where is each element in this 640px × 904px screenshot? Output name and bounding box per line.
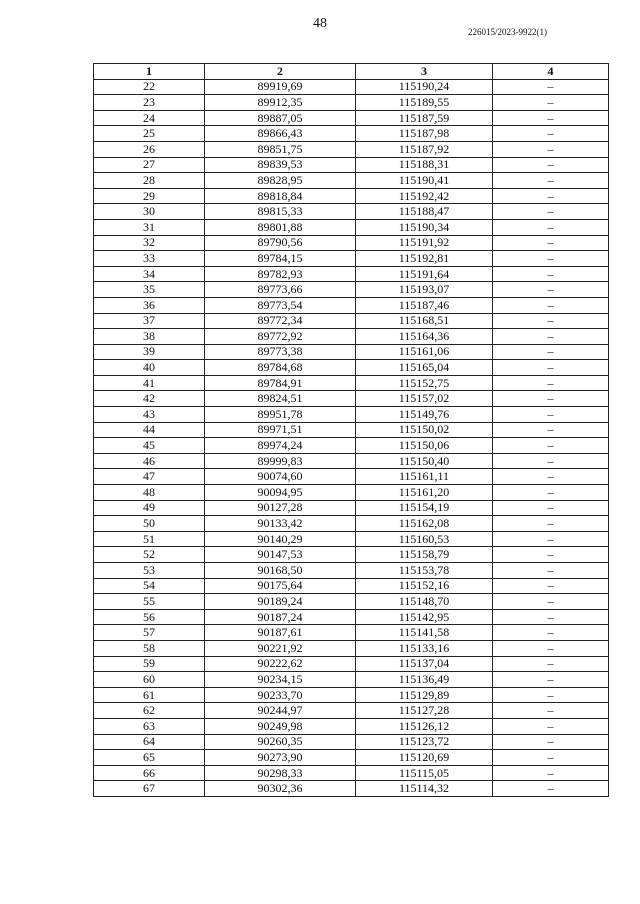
- table-cell-col-1: 65: [94, 750, 205, 766]
- table-cell-col-2: 89773,54: [205, 297, 356, 313]
- table-row: [94, 266, 609, 282]
- table-cell-col-2: 89818,84: [205, 188, 356, 204]
- table-cell-col-4: –: [493, 656, 609, 672]
- table-cell-col-3: 115137,04: [356, 656, 493, 672]
- table-cell-col-1: 56: [94, 609, 205, 625]
- table-cell-col-4: –: [493, 438, 609, 454]
- table-cell-col-1: 49: [94, 500, 205, 516]
- table-row: [94, 453, 609, 469]
- table-cell-col-3: 115162,08: [356, 516, 493, 532]
- table-cell-col-3: 115152,75: [356, 375, 493, 391]
- table-cell-col-2: 90260,35: [205, 734, 356, 750]
- table-cell-col-1: 32: [94, 235, 205, 251]
- table-cell-col-1: 38: [94, 329, 205, 345]
- table-cell-col-2: 90168,50: [205, 563, 356, 579]
- table-row: [94, 656, 609, 672]
- table-cell-col-2: 90233,70: [205, 687, 356, 703]
- table-cell-col-4: –: [493, 235, 609, 251]
- table-cell-col-3: 115115,05: [356, 765, 493, 781]
- table-cell-col-3: 115141,58: [356, 625, 493, 641]
- table-cell-col-1: 52: [94, 547, 205, 563]
- table-cell-col-4: –: [493, 750, 609, 766]
- table-row: [94, 750, 609, 766]
- table-cell-col-3: 115150,40: [356, 453, 493, 469]
- table-row: [94, 141, 609, 157]
- table-cell-col-3: 115149,76: [356, 407, 493, 423]
- table-cell-col-3: 115187,92: [356, 141, 493, 157]
- table-cell-col-4: –: [493, 547, 609, 563]
- table-cell-col-2: 89801,88: [205, 219, 356, 235]
- table-cell-col-1: 59: [94, 656, 205, 672]
- table-cell-col-1: 48: [94, 485, 205, 501]
- table-row: [94, 547, 609, 563]
- table-cell-col-4: –: [493, 141, 609, 157]
- table-row: [94, 609, 609, 625]
- table-cell-col-1: 46: [94, 453, 205, 469]
- table-row: [94, 391, 609, 407]
- table-cell-col-2: 90147,53: [205, 547, 356, 563]
- column-header-2: 2: [205, 64, 356, 80]
- table-cell-col-4: –: [493, 531, 609, 547]
- table-row: [94, 407, 609, 423]
- table-cell-col-1: 23: [94, 95, 205, 111]
- table-cell-col-3: 115187,98: [356, 126, 493, 142]
- table-cell-col-1: 36: [94, 297, 205, 313]
- table-cell-col-2: 90249,98: [205, 718, 356, 734]
- table-cell-col-2: 89866,43: [205, 126, 356, 142]
- table-cell-col-1: 51: [94, 531, 205, 547]
- table-row: [94, 734, 609, 750]
- table-cell-col-4: –: [493, 204, 609, 220]
- table-cell-col-4: –: [493, 703, 609, 719]
- table-row: [94, 188, 609, 204]
- table-cell-col-3: 115187,59: [356, 110, 493, 126]
- table-cell-col-3: 115189,55: [356, 95, 493, 111]
- table-cell-col-1: 28: [94, 173, 205, 189]
- table-cell-col-4: –: [493, 95, 609, 111]
- table-cell-col-3: 115158,79: [356, 547, 493, 563]
- table-cell-col-3: 115148,70: [356, 594, 493, 610]
- table-cell-col-1: 41: [94, 375, 205, 391]
- table-cell-col-1: 22: [94, 79, 205, 95]
- table-row: [94, 204, 609, 220]
- table-cell-col-1: 35: [94, 282, 205, 298]
- table-cell-col-3: 115154,19: [356, 500, 493, 516]
- table-row: [94, 79, 609, 95]
- table-cell-col-4: –: [493, 391, 609, 407]
- table-cell-col-3: 115160,53: [356, 531, 493, 547]
- table-cell-col-1: 60: [94, 672, 205, 688]
- table-cell-col-4: –: [493, 407, 609, 423]
- table-cell-col-3: 115150,02: [356, 422, 493, 438]
- table-cell-col-4: –: [493, 500, 609, 516]
- table-row: [94, 469, 609, 485]
- table-cell-col-1: 47: [94, 469, 205, 485]
- table-row: [94, 438, 609, 454]
- table-cell-col-1: 31: [94, 219, 205, 235]
- table-cell-col-2: 89772,34: [205, 313, 356, 329]
- table-cell-col-2: 89974,24: [205, 438, 356, 454]
- table-cell-col-3: 115157,02: [356, 391, 493, 407]
- table-cell-col-2: 89828,95: [205, 173, 356, 189]
- table-cell-col-3: 115187,46: [356, 297, 493, 313]
- table-cell-col-2: 90187,61: [205, 625, 356, 641]
- table-cell-col-2: 90189,24: [205, 594, 356, 610]
- table-cell-col-3: 115191,64: [356, 266, 493, 282]
- table-cell-col-3: 115190,34: [356, 219, 493, 235]
- table-cell-col-3: 115126,12: [356, 718, 493, 734]
- table-row: [94, 531, 609, 547]
- table-cell-col-1: 34: [94, 266, 205, 282]
- table-cell-col-3: 115190,41: [356, 173, 493, 189]
- table-cell-col-4: –: [493, 282, 609, 298]
- coordinates-table: [93, 63, 609, 797]
- table-cell-col-1: 42: [94, 391, 205, 407]
- table-cell-col-1: 37: [94, 313, 205, 329]
- table-cell-col-4: –: [493, 734, 609, 750]
- table-cell-col-4: –: [493, 640, 609, 656]
- table-cell-col-1: 55: [94, 594, 205, 610]
- table-row: [94, 578, 609, 594]
- table-row: [94, 718, 609, 734]
- table-row: [94, 251, 609, 267]
- table-cell-col-3: 115161,06: [356, 344, 493, 360]
- table-row: [94, 235, 609, 251]
- table-row: [94, 313, 609, 329]
- table-cell-col-4: –: [493, 375, 609, 391]
- table-cell-col-2: 89784,68: [205, 360, 356, 376]
- table-cell-col-2: 89951,78: [205, 407, 356, 423]
- table-cell-col-3: 115192,81: [356, 251, 493, 267]
- table-cell-col-4: –: [493, 578, 609, 594]
- table-cell-col-1: 29: [94, 188, 205, 204]
- table-cell-col-3: 115165,04: [356, 360, 493, 376]
- table-cell-col-2: 90273,90: [205, 750, 356, 766]
- table-cell-col-4: –: [493, 251, 609, 267]
- table-cell-col-2: 89919,69: [205, 79, 356, 95]
- table-cell-col-2: 89773,38: [205, 344, 356, 360]
- table-cell-col-3: 115114,32: [356, 781, 493, 797]
- table-cell-col-4: –: [493, 687, 609, 703]
- table-row: [94, 344, 609, 360]
- table-cell-col-1: 61: [94, 687, 205, 703]
- table-cell-col-4: –: [493, 173, 609, 189]
- table-cell-col-4: –: [493, 781, 609, 797]
- table-cell-col-3: 115120,69: [356, 750, 493, 766]
- table-cell-col-4: –: [493, 344, 609, 360]
- table-cell-col-2: 89784,15: [205, 251, 356, 267]
- table-cell-col-2: 89824,51: [205, 391, 356, 407]
- table-row: [94, 781, 609, 797]
- table-cell-col-1: 62: [94, 703, 205, 719]
- table-cell-col-1: 40: [94, 360, 205, 376]
- table-cell-col-4: –: [493, 672, 609, 688]
- column-header-4: 4: [493, 64, 609, 80]
- table-row: [94, 625, 609, 641]
- table-cell-col-4: –: [493, 422, 609, 438]
- table-cell-col-1: 66: [94, 765, 205, 781]
- table-cell-col-3: 115153,78: [356, 563, 493, 579]
- table-cell-col-4: –: [493, 516, 609, 532]
- table-row: [94, 703, 609, 719]
- table-cell-col-1: 50: [94, 516, 205, 532]
- table-row: [94, 282, 609, 298]
- table-cell-col-3: 115168,51: [356, 313, 493, 329]
- table-cell-col-4: –: [493, 313, 609, 329]
- table-row: [94, 157, 609, 173]
- table-header-row: [94, 64, 609, 80]
- table-cell-col-3: 115152,16: [356, 578, 493, 594]
- table-cell-col-4: –: [493, 609, 609, 625]
- table-cell-col-3: 115142,95: [356, 609, 493, 625]
- table-cell-col-3: 115190,24: [356, 79, 493, 95]
- table-cell-col-1: 45: [94, 438, 205, 454]
- table-cell-col-4: –: [493, 79, 609, 95]
- table-cell-col-4: –: [493, 297, 609, 313]
- table-cell-col-3: 115136,49: [356, 672, 493, 688]
- table-cell-col-2: 90175,64: [205, 578, 356, 594]
- table-cell-col-2: 90187,24: [205, 609, 356, 625]
- table-row: [94, 485, 609, 501]
- table-cell-col-3: 115161,20: [356, 485, 493, 501]
- table-cell-col-3: 115133,16: [356, 640, 493, 656]
- table-row: [94, 594, 609, 610]
- table-cell-col-2: 89790,56: [205, 235, 356, 251]
- table-cell-col-2: 90094,95: [205, 485, 356, 501]
- table-cell-col-3: 115193,07: [356, 282, 493, 298]
- table-row: [94, 422, 609, 438]
- table-cell-col-4: –: [493, 157, 609, 173]
- table-cell-col-2: 89851,75: [205, 141, 356, 157]
- table-cell-col-4: –: [493, 126, 609, 142]
- table-cell-col-2: 90074,60: [205, 469, 356, 485]
- table-cell-col-2: 89999,83: [205, 453, 356, 469]
- table-cell-col-4: –: [493, 718, 609, 734]
- table-cell-col-2: 90234,15: [205, 672, 356, 688]
- table-cell-col-1: 58: [94, 640, 205, 656]
- table-cell-col-2: 89773,66: [205, 282, 356, 298]
- table-cell-col-2: 90140,29: [205, 531, 356, 547]
- table-cell-col-3: 115127,28: [356, 703, 493, 719]
- table-cell-col-3: 115150,06: [356, 438, 493, 454]
- table-cell-col-2: 90222,62: [205, 656, 356, 672]
- table-row: [94, 219, 609, 235]
- table-cell-col-1: 54: [94, 578, 205, 594]
- table-cell-col-3: 115191,92: [356, 235, 493, 251]
- table-cell-col-4: –: [493, 563, 609, 579]
- table-cell-col-1: 26: [94, 141, 205, 157]
- table-cell-col-3: 115188,47: [356, 204, 493, 220]
- table-cell-col-2: 89912,35: [205, 95, 356, 111]
- table-cell-col-3: 115123,72: [356, 734, 493, 750]
- table-cell-col-4: –: [493, 329, 609, 345]
- table-cell-col-4: –: [493, 765, 609, 781]
- table-body: [94, 79, 609, 796]
- table-row: [94, 95, 609, 111]
- table-cell-col-3: 115161,11: [356, 469, 493, 485]
- table-cell-col-4: –: [493, 110, 609, 126]
- table-cell-col-1: 27: [94, 157, 205, 173]
- table-cell-col-1: 57: [94, 625, 205, 641]
- page-number: 48: [313, 16, 327, 31]
- table-row: [94, 640, 609, 656]
- table-cell-col-2: 89839,53: [205, 157, 356, 173]
- table-row: [94, 765, 609, 781]
- table-cell-col-1: 30: [94, 204, 205, 220]
- table-row: [94, 672, 609, 688]
- table-cell-col-4: –: [493, 360, 609, 376]
- table-cell-col-4: –: [493, 485, 609, 501]
- table-cell-col-2: 90302,36: [205, 781, 356, 797]
- table-cell-col-1: 39: [94, 344, 205, 360]
- table-cell-col-2: 90298,33: [205, 765, 356, 781]
- table-cell-col-4: –: [493, 266, 609, 282]
- table-cell-col-1: 67: [94, 781, 205, 797]
- table-cell-col-2: 89815,33: [205, 204, 356, 220]
- table-cell-col-1: 24: [94, 110, 205, 126]
- table-cell-col-3: 115192,42: [356, 188, 493, 204]
- table-cell-col-2: 90221,92: [205, 640, 356, 656]
- table-cell-col-2: 89772,92: [205, 329, 356, 345]
- column-header-3: 3: [356, 64, 493, 80]
- table-cell-col-3: 115164,36: [356, 329, 493, 345]
- table-cell-col-1: 64: [94, 734, 205, 750]
- table-cell-col-4: –: [493, 188, 609, 204]
- table-cell-col-4: –: [493, 219, 609, 235]
- table-cell-col-1: 43: [94, 407, 205, 423]
- table-row: [94, 563, 609, 579]
- table-cell-col-4: –: [493, 453, 609, 469]
- table-cell-col-1: 25: [94, 126, 205, 142]
- table-row: [94, 500, 609, 516]
- table-cell-col-2: 90133,42: [205, 516, 356, 532]
- table-row: [94, 329, 609, 345]
- table-cell-col-4: –: [493, 469, 609, 485]
- table-cell-col-2: 89784,91: [205, 375, 356, 391]
- table-row: [94, 375, 609, 391]
- table-row: [94, 126, 609, 142]
- table-cell-col-1: 44: [94, 422, 205, 438]
- table-cell-col-3: 115188,31: [356, 157, 493, 173]
- table-row: [94, 297, 609, 313]
- column-header-1: 1: [94, 64, 205, 80]
- table-row: [94, 687, 609, 703]
- table-cell-col-4: –: [493, 594, 609, 610]
- table-row: [94, 516, 609, 532]
- table-row: [94, 173, 609, 189]
- table-cell-col-2: 89782,93: [205, 266, 356, 282]
- table-cell-col-2: 90127,28: [205, 500, 356, 516]
- table-cell-col-1: 33: [94, 251, 205, 267]
- table-cell-col-4: –: [493, 625, 609, 641]
- table-cell-col-2: 90244,97: [205, 703, 356, 719]
- table-row: [94, 110, 609, 126]
- table-cell-col-3: 115129,89: [356, 687, 493, 703]
- table-row: [94, 360, 609, 376]
- table-cell-col-1: 63: [94, 718, 205, 734]
- document-reference: 226015/2023-9922(1): [468, 27, 547, 37]
- table-cell-col-1: 53: [94, 563, 205, 579]
- table-cell-col-2: 89971,51: [205, 422, 356, 438]
- table-cell-col-2: 89887,05: [205, 110, 356, 126]
